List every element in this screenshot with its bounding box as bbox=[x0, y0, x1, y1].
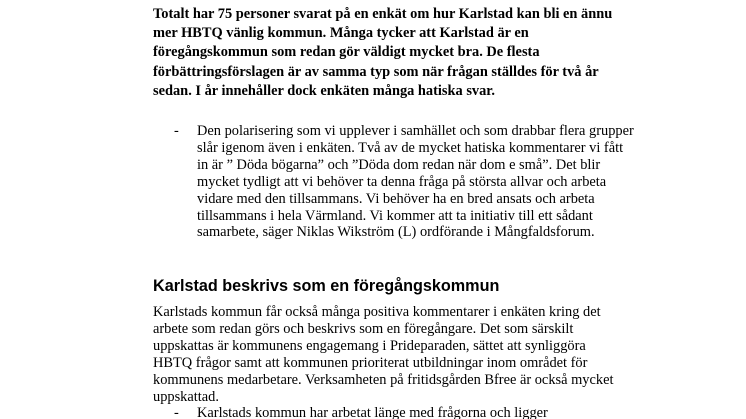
section-bullet-list bbox=[174, 405, 634, 419]
quote-bullet-list bbox=[174, 123, 634, 241]
list-item bbox=[174, 405, 634, 419]
intro-paragraph: Totalt har 75 personer svarat på en enkät om hur Karlstad kan bli en ännu mer HBTQ vänlig kommun. Många tycker att Karlstad är en föregångskommun som redan gör väldigt mycket bra. De flesta förbättringsförslagen är av samma typ som när frågan ställdes för två år sedan. I år innehåller dock enkäten många hatiska svar. bbox=[153, 6, 613, 99]
bullet-marker: - bbox=[174, 405, 179, 419]
bullet-marker: - bbox=[174, 123, 179, 139]
bullet-text: Den polarisering som vi upplever i samhället och som drabbar flera grupper slår igenom även i enkäten. Två av de mycket hatiska kommentarer vi fått in är ” Döda bögarna” och ”Döda dom redan när dom e små”. Det blir mycket tydligt att vi behöver ta denna fråga på största allvar och arbeta vidare med den tillsammans. Vi behöver ha en bred ansats och arbeta tillsammans i hela Värmland. Vi kommer att ta initiativ till ett sådant samarbete, säger Niklas Wikström (L) ordförande i Mångfaldsforum. bbox=[197, 123, 634, 241]
list-item bbox=[174, 123, 634, 241]
section-paragraph: Karlstads kommun får också många positiva kommentarer i enkäten kring det arbete som redan görs och beskrivs som en föregångare. Det som särskilt uppskattas är kommunens engagemang i Prideparaden, sättet att synliggöra HBTQ frågor samt att kommunen prioriterat utbildningar inom området för kommunens medarbetare. Verksamheten på fritidsgården Bfree är också mycket uppskattad. bbox=[153, 304, 614, 405]
bullet-text: Karlstads kommun har arbetat länge med frågorna och ligger bbox=[197, 405, 548, 419]
section-heading: Karlstad beskrivs som en föregångskommun bbox=[153, 277, 500, 295]
